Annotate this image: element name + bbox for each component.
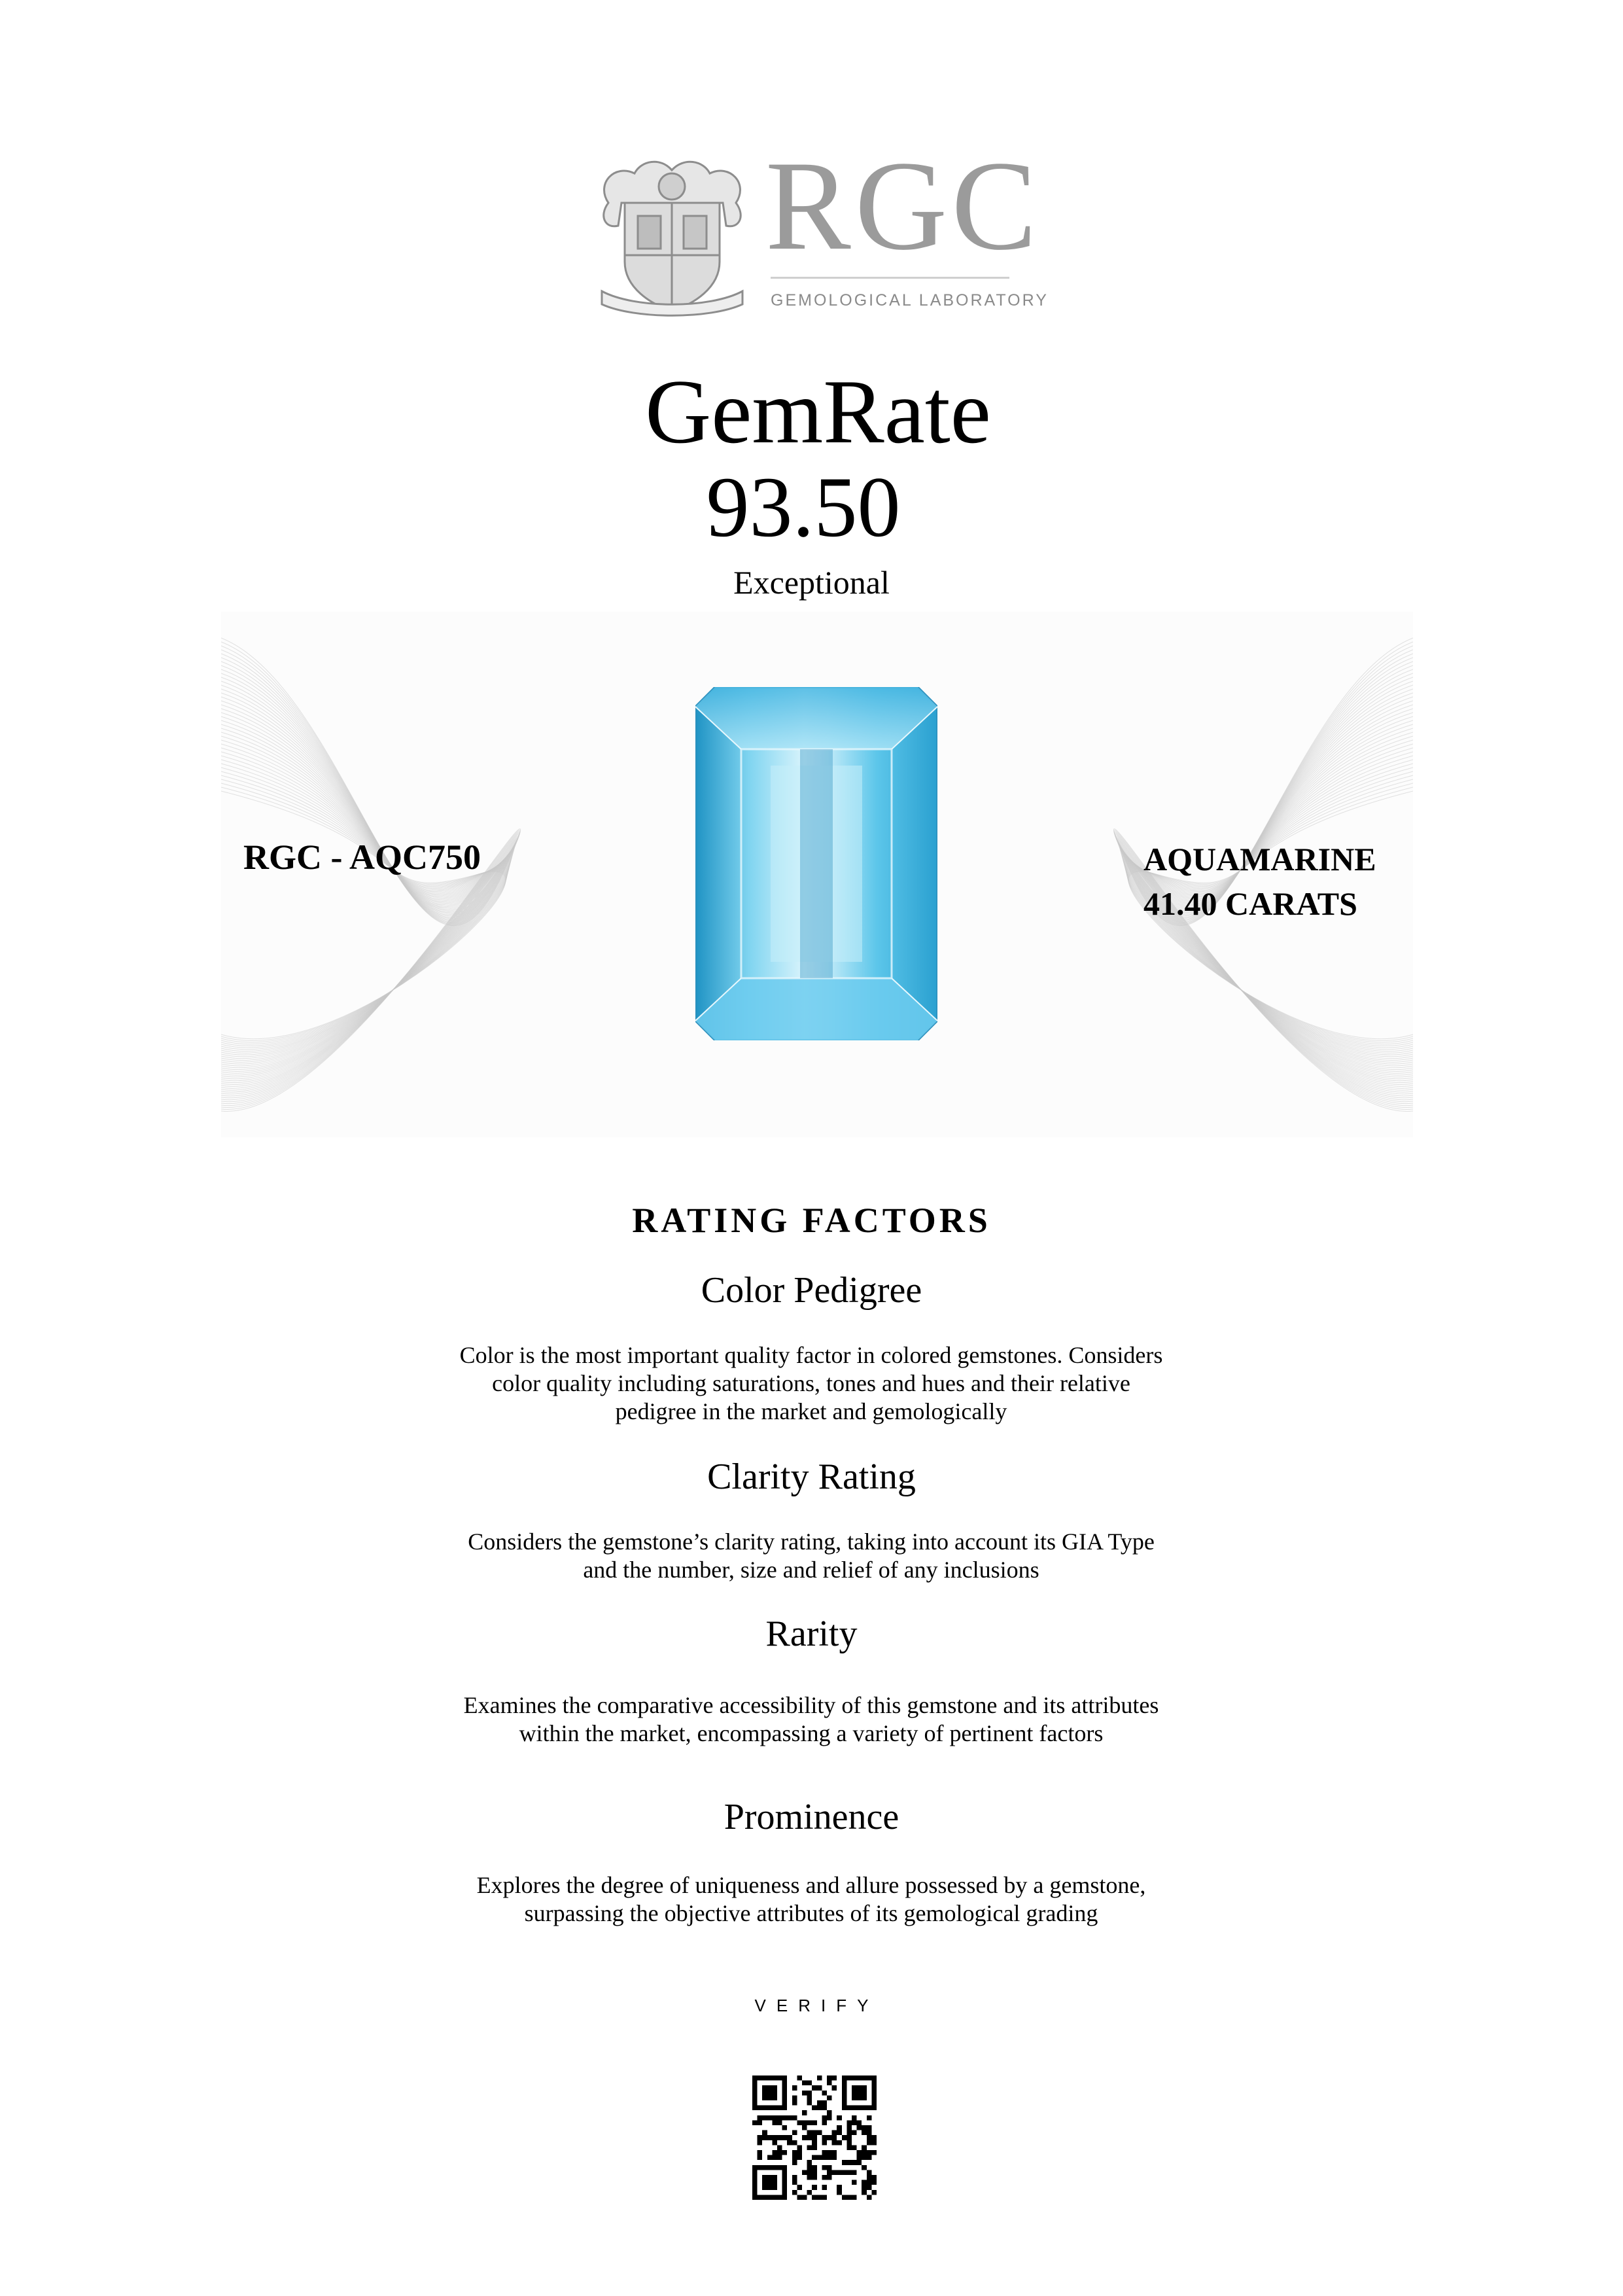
gemstone-weight: 41.40 CARATS bbox=[1143, 885, 1357, 922]
rgc-logo bbox=[589, 135, 1049, 324]
factor-title-color-pedigree: Color Pedigree bbox=[701, 1270, 922, 1311]
heraldic-crest-icon bbox=[589, 157, 756, 317]
qr-code-icon[interactable] bbox=[752, 2075, 877, 2200]
factor-description-prominence bbox=[419, 1871, 1204, 1928]
score-title: GemRate bbox=[645, 361, 991, 463]
logo-divider bbox=[771, 277, 1009, 279]
factor-description-line: surpassing the objective attributes of its gemological grading bbox=[524, 1900, 1098, 1926]
factor-description-line: Explores the degree of uniqueness and allure possessed by a gemstone, bbox=[476, 1872, 1146, 1898]
factor-description-line: and the number, size and relief of any inclusions bbox=[583, 1557, 1039, 1583]
factor-description-line: Examines the comparative accessibility of this gemstone and its attributes bbox=[463, 1692, 1159, 1718]
factor-description-line: color quality including saturations, tones and hues and their relative bbox=[492, 1370, 1130, 1396]
factor-title-rarity: Rarity bbox=[765, 1614, 858, 1654]
logo-subtitle: GEMOLOGICAL LABORATORY bbox=[771, 291, 1049, 309]
report-number: RGC - AQC750 bbox=[243, 838, 481, 877]
factor-description-line: pedigree in the market and gemologically bbox=[615, 1398, 1007, 1424]
factor-description-clarity-rating bbox=[419, 1528, 1204, 1584]
factor-title-prominence: Prominence bbox=[724, 1797, 899, 1837]
score-value: 93.50 bbox=[706, 459, 901, 555]
emerald-cut-gemstone-icon bbox=[695, 687, 937, 1040]
factor-description-rarity bbox=[419, 1691, 1204, 1748]
factor-description-line: Considers the gemstone’s clarity rating, taking into account its GIA Type bbox=[468, 1528, 1155, 1555]
rating-factors-heading: RATING FACTORS bbox=[632, 1201, 991, 1240]
logo-letters: RGC bbox=[765, 135, 1041, 277]
verify-label: VERIFY bbox=[754, 1996, 879, 2015]
gemstone-type: AQUAMARINE bbox=[1143, 841, 1376, 877]
factor-description-line: Color is the most important quality factor in colored gemstones. Considers bbox=[459, 1342, 1163, 1368]
factor-description-color-pedigree bbox=[419, 1341, 1204, 1426]
score-grade: Exceptional bbox=[733, 564, 890, 601]
factor-title-clarity-rating: Clarity Rating bbox=[707, 1457, 916, 1497]
factor-description-line: within the market, encompassing a variety of pertinent factors bbox=[519, 1720, 1104, 1746]
